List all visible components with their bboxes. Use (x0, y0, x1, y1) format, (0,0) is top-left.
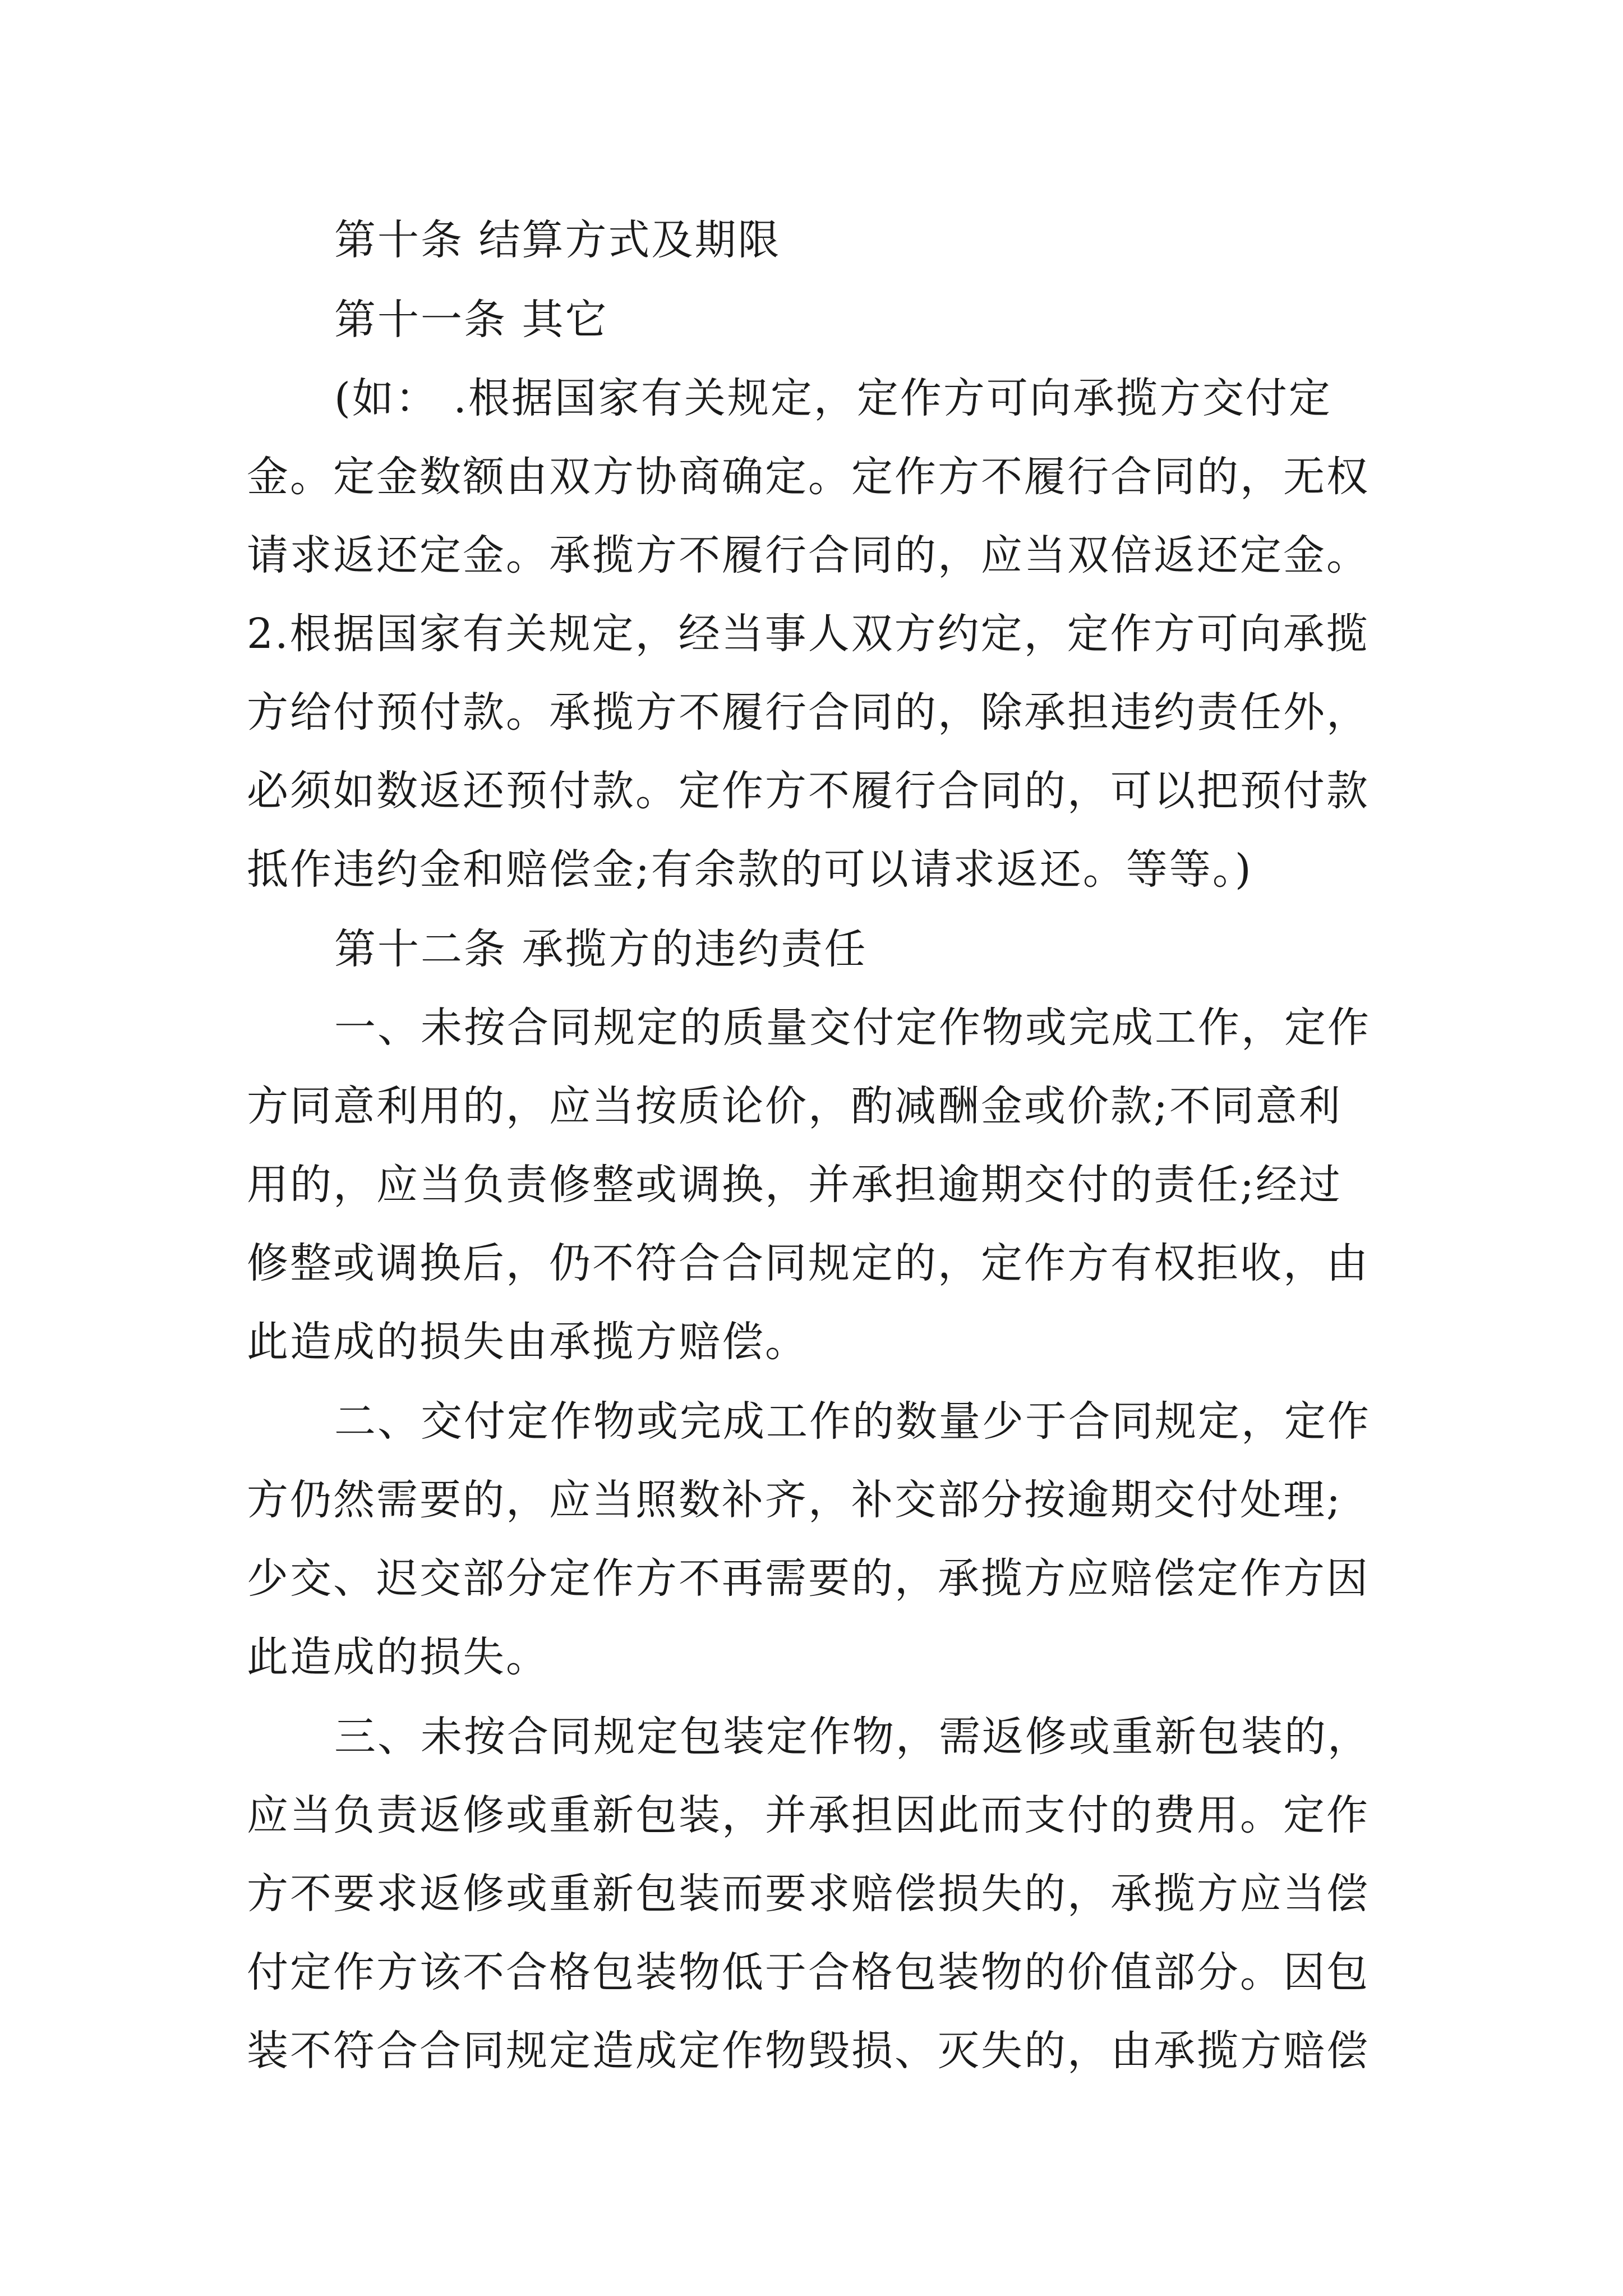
paragraph-line: 方不要求返修或重新包装而要求赔偿损失的，承揽方应当偿 (247, 1870, 1370, 1918)
paragraph-line: 方给付预付款。承揽方不履行合同的，除承担违约责任外， (247, 688, 1370, 737)
paragraph-line: 少交、迟交部分定作方不再需要的，承揽方应赔偿定作方因 (247, 1554, 1370, 1603)
paragraph-line: 应当负责返修或重新包装，并承担因此而支付的费用。定作 (247, 1791, 1370, 1839)
article-10-heading: 第十条 结算方式及期限 (334, 216, 781, 264)
paragraph-line: 请求返还定金。承揽方不履行合同的，应当双倍返还定金。 (247, 531, 1370, 579)
article-11-heading: 第十一条 其它 (334, 296, 608, 344)
paragraph-line: 必须如数返还预付款。定作方不履行合同的，可以把预付款 (247, 767, 1370, 815)
paragraph-line: 一、未按合同规定的质量交付定作物或完成工作，定作 (334, 1004, 1371, 1052)
paragraph-line: 用的，应当负责修整或调换，并承担逾期交付的责任;经过 (247, 1161, 1342, 1209)
paragraph-line: 付定作方该不合格包装物低于合格包装物的价值部分。因包 (247, 1948, 1370, 1996)
paragraph-line: 金。定金数额由双方协商确定。定作方不履行合同的，无权 (247, 453, 1370, 501)
paragraph-line: 抵作违约金和赔偿金;有余款的可以请求返还。等等。) (247, 845, 1253, 894)
paragraph-line: 此造成的损失。 (247, 1633, 549, 1681)
paragraph-line: 方同意利用的，应当按质论价，酌减酬金或价款;不同意利 (247, 1082, 1342, 1130)
paragraph-line: 此造成的损失由承揽方赔偿。 (247, 1318, 808, 1366)
article-12-heading: 第十二条 承揽方的违约责任 (334, 925, 868, 973)
paragraph-line: 2.根据国家有关规定，经当事人双方约定，定作方可向承揽 (247, 610, 1370, 658)
paragraph-line: (如： .根据国家有关规定，定作方可向承揽方交付定 (334, 374, 1332, 422)
paragraph-line: 修整或调换后，仍不符合合同规定的，定作方有权拒收，由 (247, 1239, 1370, 1287)
paragraph-line: 二、交付定作物或完成工作的数量少于合同规定，定作 (334, 1397, 1371, 1446)
paragraph-line: 三、未按合同规定包装定作物，需返修或重新包装的， (334, 1713, 1371, 1761)
paragraph-line: 装不符合合同规定造成定作物毁损、灭失的，由承揽方赔偿 (247, 2027, 1370, 2075)
paragraph-line: 方仍然需要的，应当照数补齐，补交部分按逾期交付处理; (247, 1476, 1342, 1524)
